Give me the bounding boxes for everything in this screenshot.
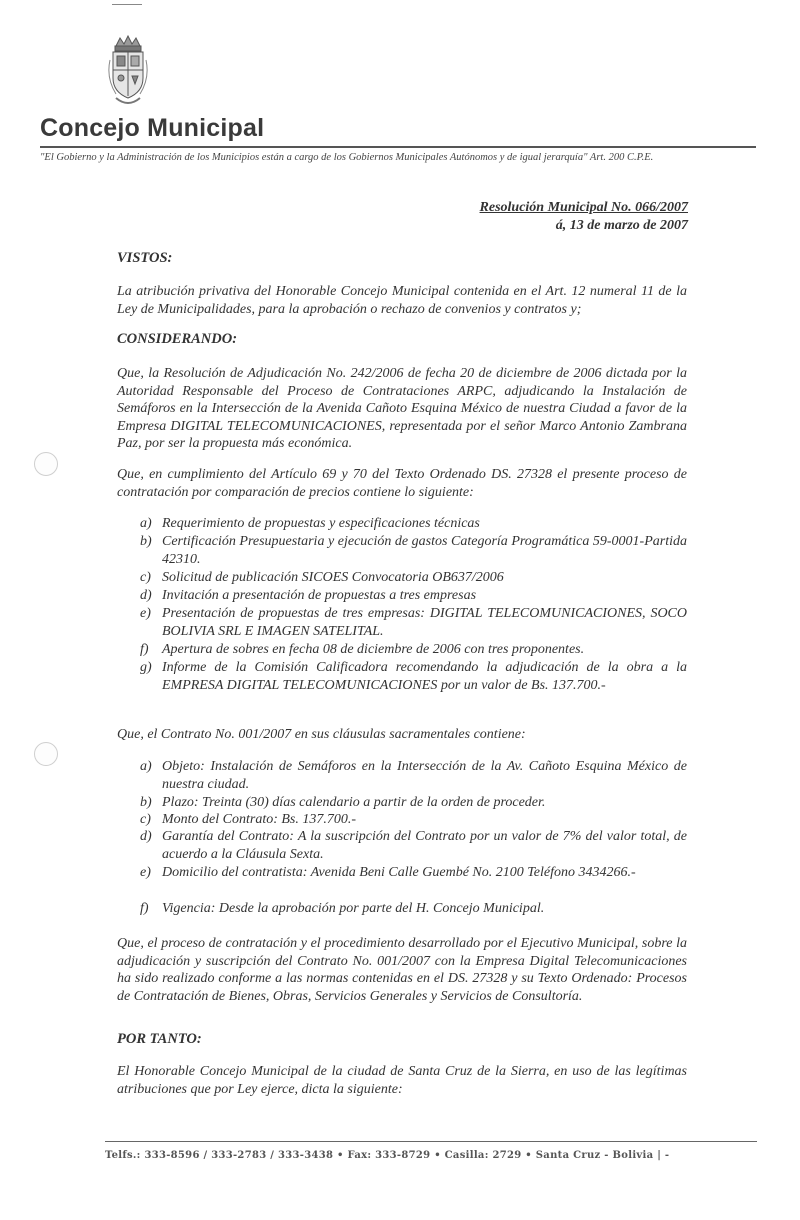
list-item: b) Certificación Presupuestaria y ejecución de gastos Categoría Programática 59-0001-Partida 42310. (140, 534, 687, 567)
binder-hole (34, 452, 58, 476)
resolution-title: Resolución Municipal No. 066/2007 (479, 200, 688, 215)
coat-of-arms-emblem (106, 32, 150, 112)
list-item: c) Monto del Contrato: Bs. 137.700.- (140, 812, 357, 827)
portanto-paragraph: El Honorable Concejo Municipal de la ciudad de Santa Cruz de la Sierra, en uso de las legítimas atribuciones que por Ley ejerce, dicta la siguiente: (117, 1064, 687, 1097)
organization-name: Concejo Municipal (40, 114, 265, 142)
considerando-paragraph-2: Que, en cumplimiento del Artículo 69 y 70 del Texto Ordenado DS. 27328 el presente proceso de contratación por comparación de precios contiene lo siguiente: (117, 467, 687, 500)
list-item: f) Vigencia: Desde la aprobación por parte del H. Concejo Municipal. (140, 901, 545, 916)
considerando-heading: CONSIDERANDO: (117, 331, 238, 347)
considerando-paragraph-4: Que, el proceso de contratación y el procedimiento desarrollado por el Ejecutivo Municipal, sobre la adjudicación y suscripción del Contrato No. 001/2007 con la Empresa Digital Telecomunicaciones ha sido realizado conforme a las normas contenidas en el DS. 27328 y su Texto Ordenado: Procesos de Contratación de Bienes, Obras, Servicios Generales y Servicios de Consultoría. (117, 936, 687, 1004)
resolution-date: á, 13 de marzo de 2007 (555, 218, 688, 233)
footer-divider (105, 1141, 757, 1142)
footer-contact-info: Telfs.: 333-8596 / 333-2783 / 333-3438 • Fax: 333-8729 • Casilla: 2729 • Santa Cruz - Bolivia | - (105, 1150, 670, 1161)
binder-hole (34, 742, 58, 766)
list-item: f) Apertura de sobres en fecha 08 de diciembre de 2006 con tres proponentes. (140, 642, 585, 657)
list-item: g) Informe de la Comisión Calificadora recomendando la adjudicación de la obra a la EMPRESA DIGITAL TELECOMUNICACIONES por un valor de Bs. 137.700.- (140, 660, 687, 693)
vistos-paragraph: La atribución privativa del Honorable Concejo Municipal contenida en el Art. 12 numeral 11 de la Ley de Municipalidades, para la aprobación o rechazo de convenios y contratos y; (117, 284, 687, 317)
list-item: e) Domicilio del contratista: Avenida Beni Calle Guembé No. 2100 Teléfono 3434266.- (140, 865, 636, 880)
considerando-paragraph-1: Que, la Resolución de Adjudicación No. 242/2006 de fecha 20 de diciembre de 2006 dictada por la Autoridad Responsable del Proceso de Contrataciones ARPC, adjudicando la Instalación de Semáforos en la Intersección de la Avenida Cañoto Esquina México de nuestra Ciudad a favor de la Empresa DIGITAL TELECOMUNICACIONES, representada por el señor Marco Antonio Zambrana Paz, por ser la propuesta más económica. (117, 366, 687, 451)
vistos-heading: VISTOS: (117, 250, 173, 266)
list-item: a) Objeto: Instalación de Semáforos en la Intersección de la Av. Cañoto Esquina México de nuestra ciudad. (140, 759, 687, 792)
list-item: d) Garantía del Contrato: A la suscripción del Contrato por un valor de 7% del valor total, de acuerdo a la Cláusula Sexta. (140, 829, 687, 862)
list-item: b) Plazo: Treinta (30) días calendario a partir de la orden de proceder. (140, 795, 546, 810)
list-item: d) Invitación a presentación de propuestas a tres empresas (140, 588, 477, 603)
list-item: e) Presentación de propuestas de tres empresas: DIGITAL TELECOMUNICACIONES, SOCO BOLIVIA SRL E IMAGEN SATELITAL. (140, 606, 687, 639)
scan-artifact (112, 4, 142, 5)
list-item: c) Solicitud de publicación SICOES Convocatoria OB637/2006 (140, 570, 504, 585)
portanto-heading: POR TANTO: (117, 1031, 202, 1047)
header-motto: "El Gobierno y la Administración de los Municipios están a cargo de los Gobiernos Municipales Autónomos y de igual jerarquía" Art. 200 C.P.E. (40, 152, 654, 163)
list-item: a) Requerimiento de propuestas y especificaciones técnicas (140, 516, 480, 531)
considerando-paragraph-3: Que, el Contrato No. 001/2007 en sus cláusulas sacramentales contiene: (117, 727, 526, 742)
header-divider (40, 146, 756, 148)
